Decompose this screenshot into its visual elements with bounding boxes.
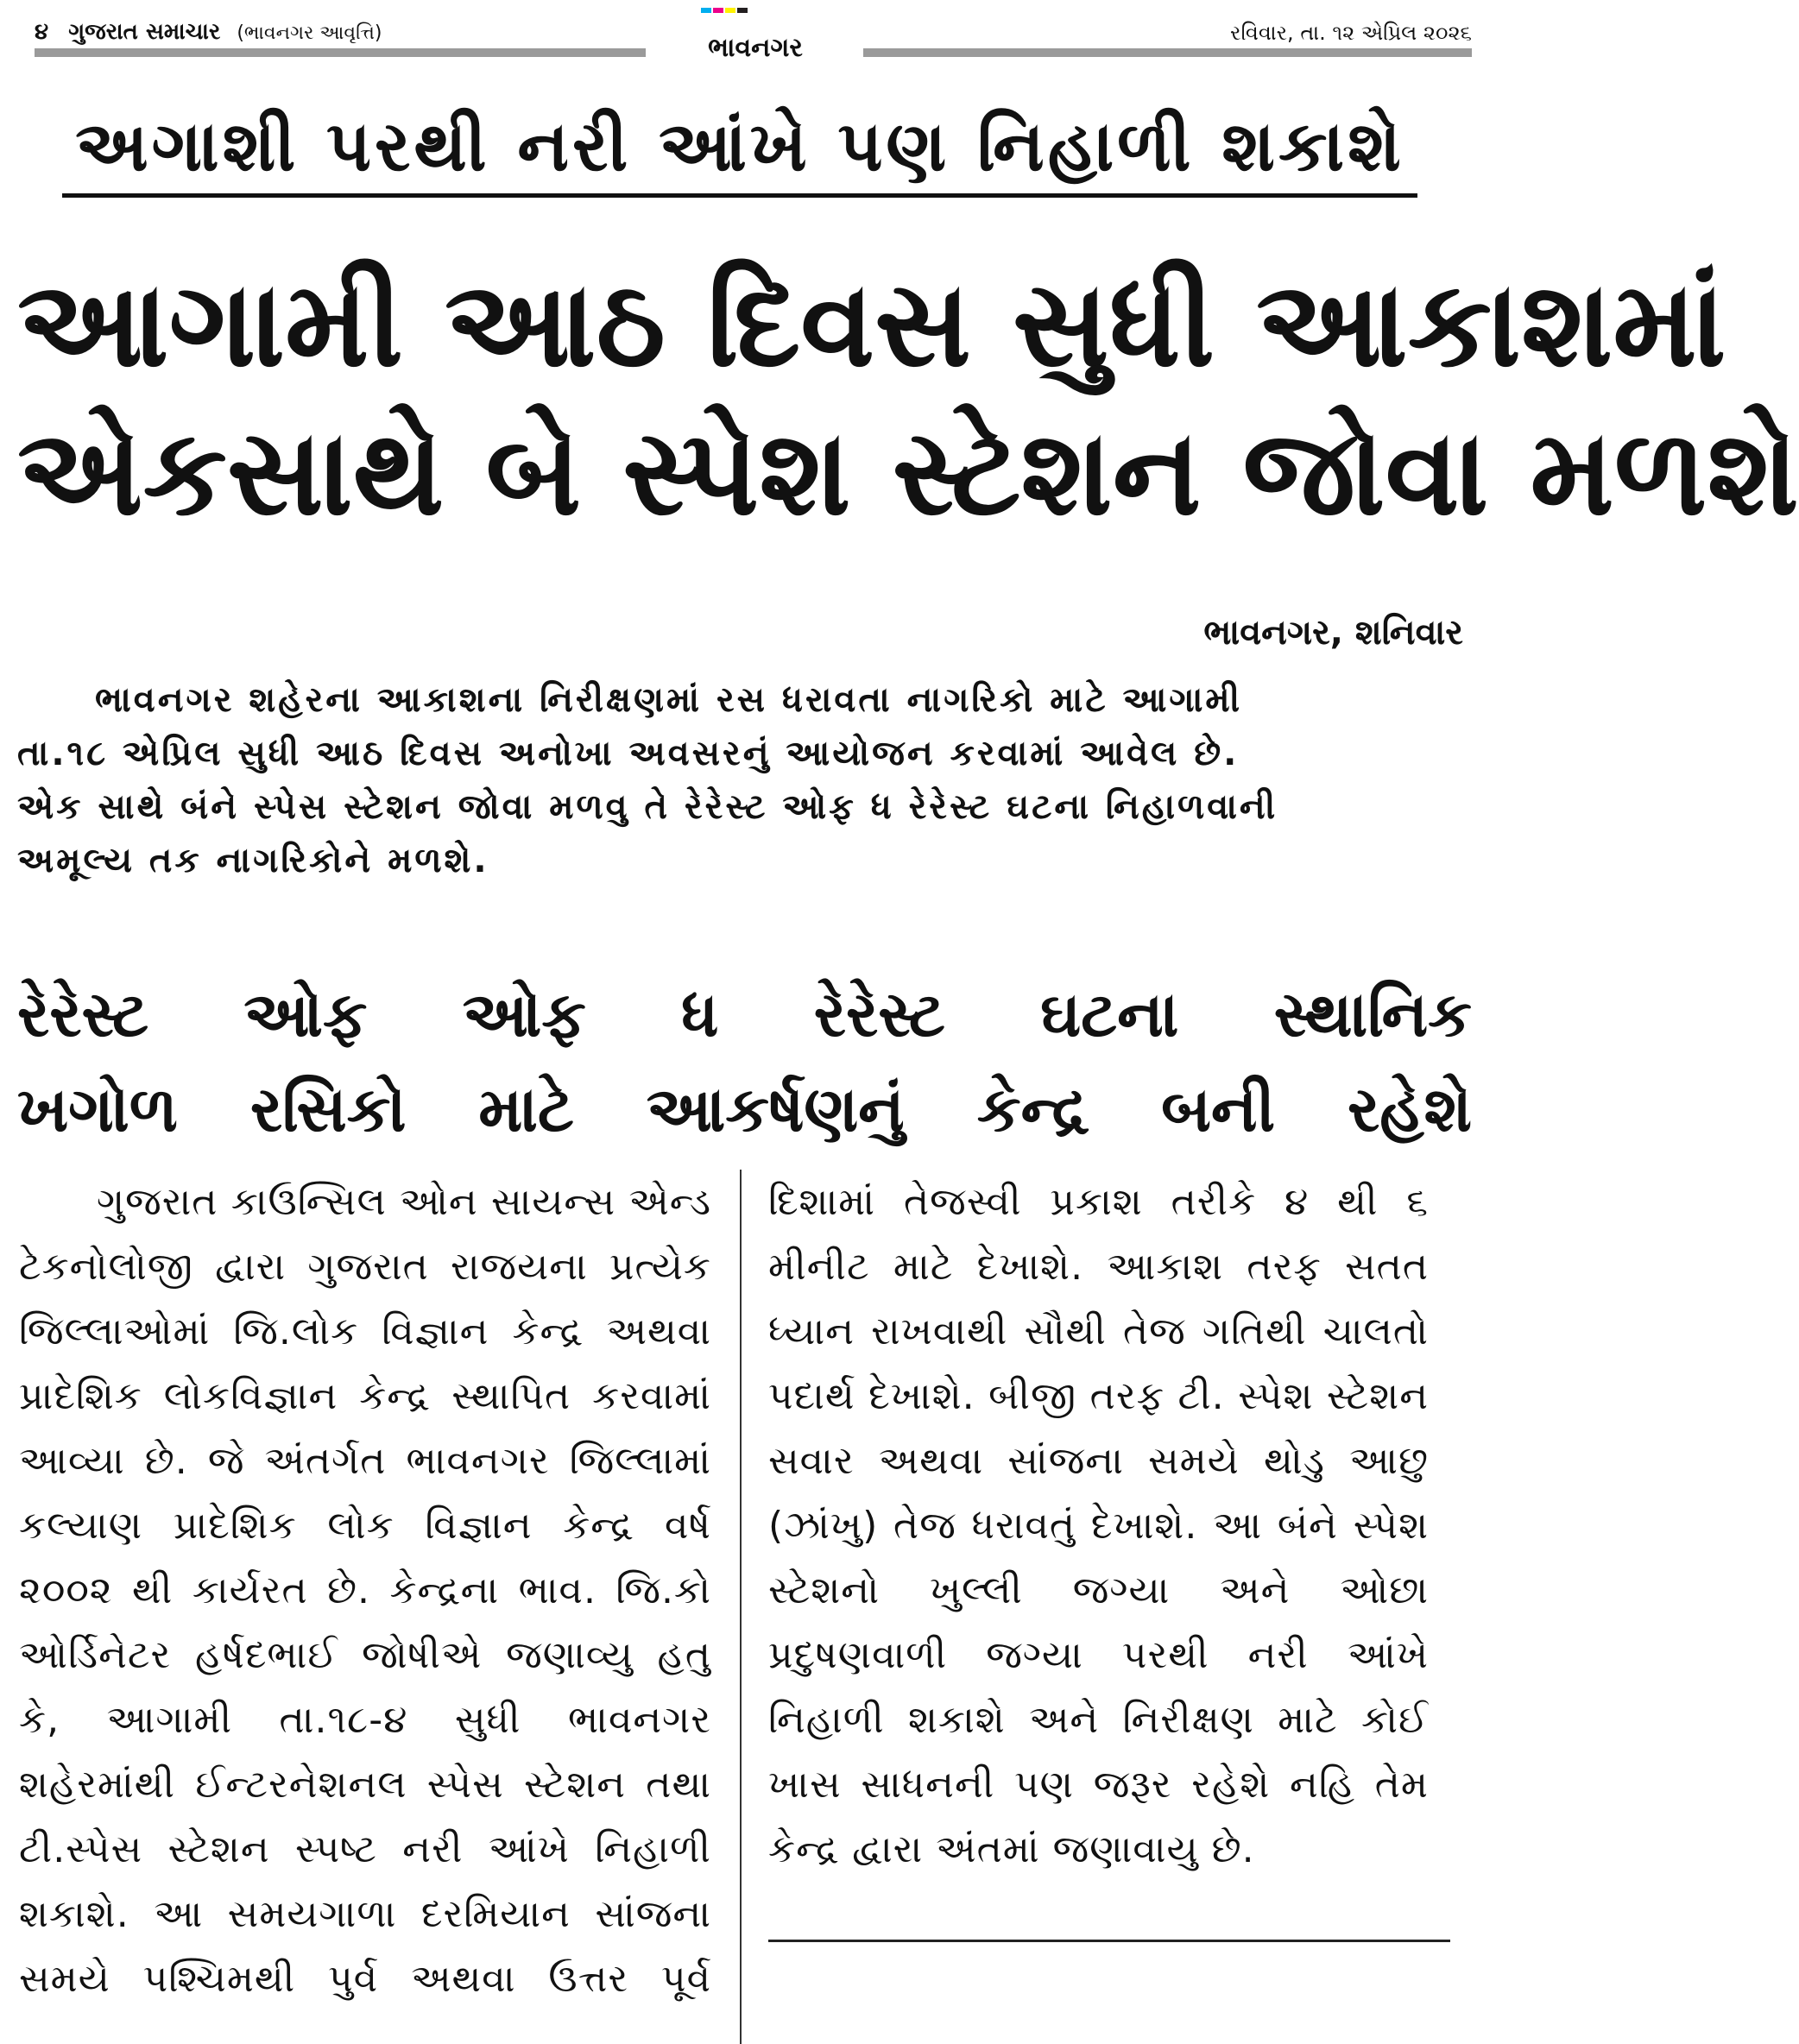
body-line: મીનીટ માટે દેખાશે. આકાશ તરફ સતત <box>768 1245 1429 1289</box>
lead-line: તા.૧૮ એપ્રિલ સુધી આઠ દિવસ અનોખા અવસરનું આયોજન કરવામાં આવેલ છે. <box>17 734 1240 773</box>
masthead <box>0 0 1489 69</box>
body-line: કલ્યાણ પ્રાદેશિક લોક વિજ્ઞાન કેન્દ્ર વર્ષ <box>19 1504 711 1548</box>
body-line: શકાશે. આ સમયગાળા દરમિયાન સાંજના <box>19 1892 711 1936</box>
subhead-line: રેરેસ્ટ ઓફ ઓફ ધ રેરેસ્ટ ઘટના સ્થાનિક <box>17 978 1472 1050</box>
body-line: ૨૦૦૨ થી કાર્યરત છે. કેન્દ્રના ભાવ. જિ.કો <box>19 1568 711 1612</box>
body-line: (ઝાંખુ) તેજ ધરાવતું દેખાશે. આ બંને સ્પેશ <box>768 1504 1429 1548</box>
body-line: જિલ્લાઓમાં જિ.લોક વિજ્ઞાન કેન્દ્ર અથવા <box>19 1309 711 1353</box>
body-line: ધ્યાન રાખવાથી સૌથી તેજ ગતિથી ચાલતો <box>768 1309 1429 1353</box>
headline-line: એકસાથે બે સ્પેશ સ્ટેશન જોવા મળશે <box>17 403 1799 542</box>
section-label: ભાવનગર <box>708 33 803 63</box>
article-subhead <box>17 967 1472 1157</box>
body-line: ટી.સ્પેસ સ્ટેશન સ્પષ્ટ નરી આંખે નિહાળી <box>19 1827 711 1871</box>
issue-date: રવિવાર, તા. ૧૨ એપ્રિલ ૨૦૨૬ <box>1230 21 1472 45</box>
lead-line: અમૂલ્ય તક નાગરિકોને મળશે. <box>17 841 489 880</box>
body-line: ઓર્ડિનેટર હર્ષદભાઈ જોષીએ જણાવ્યુ હતુ <box>19 1633 711 1677</box>
body-column-left <box>19 1170 711 2011</box>
body-line: સવાર અથવા સાંજના સમયે થોડુ આછુ <box>768 1439 1429 1483</box>
body-line: સમયે પશ્ચિમથી પુર્વ અથવા ઉત્તર પૂર્વ <box>19 1957 711 2001</box>
body-line: પ્રદુષણવાળી જગ્યા પરથી નરી આંખે <box>768 1633 1429 1677</box>
paper-name: ગુજરાત સમાચાર <box>68 19 221 45</box>
body-line: સ્ટેશનો ખુલ્લી જગ્યા અને ઓછા <box>768 1568 1429 1612</box>
body-line: નિહાળી શકાશે અને નિરીક્ષણ માટે કોઈ <box>768 1698 1429 1742</box>
body-line: પદાર્થ દેખાશે. બીજી તરફ ટી. સ્પેશ સ્ટેશન <box>768 1374 1429 1418</box>
body-line: ખાસ સાધનની પણ જરૂર રહેશે નહિ તેમ <box>768 1763 1429 1807</box>
body-line: કેન્દ્ર દ્વારા અંતમાં જણાવાયુ છે. <box>768 1827 1255 1871</box>
article-headline <box>17 250 1799 547</box>
masthead-rule-right <box>863 48 1472 57</box>
article-kicker: અગાશી પરથી નરી આંખે પણ નિહાળી શકાશે <box>75 106 1404 186</box>
registration-marks <box>701 0 753 7</box>
masthead-rule-left <box>35 48 646 57</box>
body-line: દિશામાં તેજસ્વી પ્રકાશ તરીકે ૪ થી ૬ <box>768 1180 1429 1224</box>
subhead-line: ખગોળ રસિકો માટે આકર્ષણનું કેન્દ્ર બની રહેશે <box>17 1073 1472 1145</box>
lead-line: ભાવનગર શહેરના આકાશના નિરીક્ષણમાં રસ ધરાવતા નાગરિકો માટે આગામી <box>95 680 1243 720</box>
dateline: ભાવનગર, શનિવાર <box>1203 613 1463 653</box>
body-line: કે, આગામી તા.૧૮-૪ સુધી ભાવનગર <box>19 1698 711 1742</box>
masthead-left <box>35 19 382 46</box>
body-line: ગુજરાત કાઉન્સિલ ઓન સાયન્સ એન્ડ <box>97 1180 711 1224</box>
headline-line: આગામી આઠ દિવસ સુધી આકાશમાં <box>17 255 1726 394</box>
page-number: ૪ <box>35 19 49 45</box>
body-column-right <box>768 1170 1429 1882</box>
edition-label: (ભાવનગર આવૃત્તિ) <box>237 22 382 44</box>
body-line: શહેરમાંથી ઈન્ટરનેશનલ સ્પેસ સ્ટેશન તથા <box>19 1763 711 1807</box>
body-line: આવ્યા છે. જે અંતર્ગત ભાવનગર જિલ્લામાં <box>19 1439 711 1483</box>
lead-paragraph <box>17 673 1472 887</box>
column-divider <box>740 1170 742 2044</box>
body-line: ટેકનોલોજી દ્વારા ગુજરાત રાજયના પ્રત્યેક <box>19 1245 711 1289</box>
kicker-underline <box>62 193 1417 198</box>
body-line: પ્રાદેશિક લોકવિજ્ઞાન કેન્દ્ર સ્થાપિત કરવામાં <box>19 1374 711 1418</box>
article-end-rule <box>768 1940 1450 1942</box>
lead-line: એક સાથે બંને સ્પેસ સ્ટેશન જોવા મળવુ તે રેરેસ્ટ ઓફ ધ રેરેસ્ટ ઘટના નિહાળવાની <box>17 787 1278 827</box>
